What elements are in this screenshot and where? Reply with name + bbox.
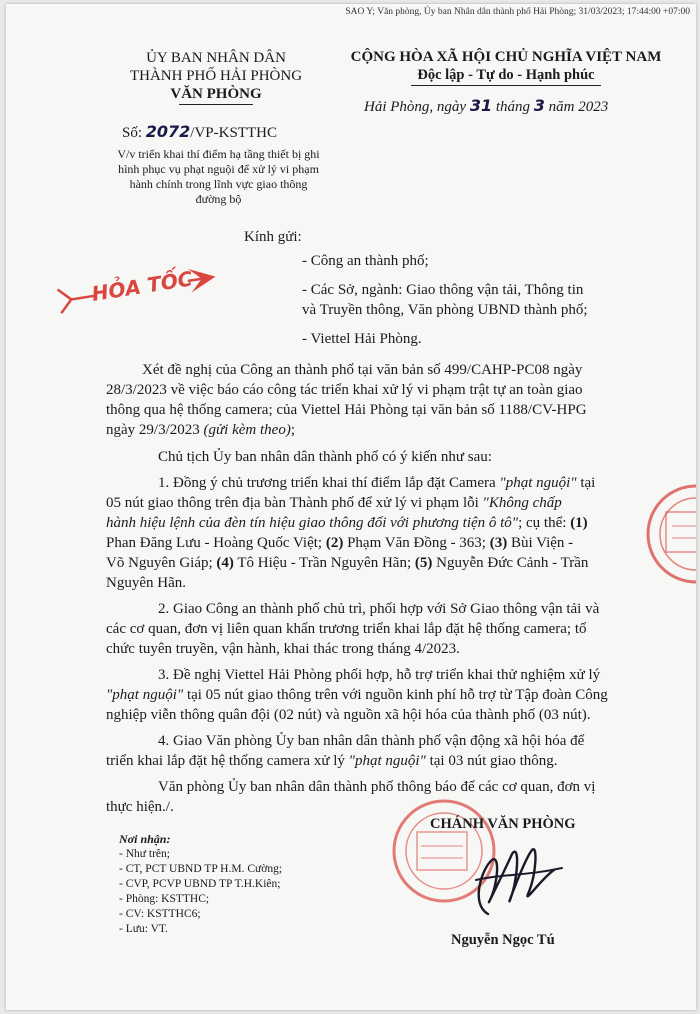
date-month: 3 <box>533 96 545 115</box>
i4-l2a: triển khai lắp đặt hệ thống camera xử lý <box>106 753 345 769</box>
para-1-end: ; <box>290 422 295 438</box>
seal-center-box <box>666 512 696 552</box>
i3-l2b: tại 05 nút giao thông trên với nguồn kinh phí hỗ trợ từ Tập đoàn Công <box>186 687 608 703</box>
org-underline <box>179 104 253 105</box>
i1-l5a: Võ Nguyên Giáp; <box>106 555 213 571</box>
i1-l1c: tại <box>580 475 596 491</box>
para-1-line-1: Xét đề nghị của Công an thành phố tại văn bản số 499/CAHP-PC08 ngày <box>142 362 583 378</box>
nation-header <box>346 48 666 86</box>
distribution-item: - Lưu: VT. <box>119 923 168 935</box>
handwritten-signature <box>430 820 580 930</box>
digital-copy-note: SAO Y; Văn phòng, Ủy ban Nhân dân thành phố Hải Phòng; 31/03/2023; 17:44:00 +07:00 <box>345 7 690 17</box>
i1-l1b: "phạt nguội" <box>499 475 577 491</box>
doc-number-suffix: /VP-KSTTHC <box>190 125 277 141</box>
date-year: năm 2023 <box>548 99 609 115</box>
i1-l1a: 1. Đồng ý chủ trương triển khai thí điểm lắp đặt Camera <box>158 475 496 491</box>
i1-l2b: "Không chấp <box>482 495 562 511</box>
item-1-line-4 <box>106 535 573 552</box>
distribution-item: - Phòng: KSTTHC; <box>119 893 210 905</box>
item-2-line-1: 2. Giao Công an thành phố chủ trì, phối hợp với Sở Giao thông vận tải và <box>158 601 600 617</box>
item-3-line-1: 3. Đề nghị Viettel Hải Phòng phối hợp, hỗ trợ triển khai thử nghiệm xử lý <box>158 667 601 683</box>
para-1-line-3: thông qua hệ thống camera; của Viettel Hải Phòng tại văn bản số 1188/CV-HPG <box>106 402 587 418</box>
i4-l2b: "phạt nguội" <box>348 753 426 769</box>
item-1-line-2 <box>106 495 562 512</box>
distribution-item: - CT, PCT UBND TP H.M. Cường; <box>119 863 283 875</box>
para-2: Chủ tịch Ủy ban nhân dân thành phố có ý kiến như sau: <box>158 449 492 465</box>
item-3-line-2 <box>106 687 608 704</box>
distribution-item: - Như trên; <box>119 848 170 860</box>
item-4-line-1: 4. Giao Văn phòng Ủy ban nhân dân thành phố vận động xã hội hóa để <box>158 733 585 749</box>
para-1-date: ngày 29/3/2023 <box>106 422 200 438</box>
document-subject: V/v triển khai thí điểm hạ tầng thiết bị ghi hình phục vụ phạt nguội để xử lý vi phạm hành chính trong lĩnh vực giao thông đường bộ <box>117 147 320 206</box>
document-page <box>6 4 696 1010</box>
nation-title: CỘNG HÒA XÃ HỘI CHỦ NGHĨA VIỆT NAM <box>350 49 662 65</box>
issue-date <box>364 96 608 116</box>
document-number <box>122 122 277 142</box>
signature-stroke <box>479 849 554 914</box>
para-1-attach-note: (gửi kèm theo) <box>203 422 291 438</box>
distribution-item: - CV: KSTTHC6; <box>119 908 201 920</box>
item-1-line-6: Nguyên Hãn. <box>106 575 186 591</box>
item-2-line-3: chức tuyên truyền, vận hành, khai thác trong tháng 4/2023. <box>106 641 460 657</box>
distribution-title: Nơi nhận: <box>119 832 171 846</box>
i1-l5d: (5) <box>414 555 433 571</box>
side-red-seal <box>644 472 696 602</box>
date-day: 31 <box>469 96 493 115</box>
motto-underline <box>411 85 601 86</box>
distribution-item: - CVP, PCVP UBND TP T.H.Kiên; <box>119 878 281 890</box>
nation-motto: Độc lập - Tự do - Hạnh phúc <box>417 67 595 83</box>
org-line-1: ỦY BAN NHÂN DÂN <box>146 50 286 66</box>
item-1-line-5 <box>106 555 588 572</box>
seal-outer-ring <box>648 486 696 582</box>
i1-l3c: (1) <box>570 515 588 531</box>
date-prefix: Hải Phòng, ngày <box>364 99 467 115</box>
item-4-line-2 <box>106 753 557 770</box>
i1-l5c: Tô Hiệu - Trần Nguyên Hãn; <box>237 555 412 571</box>
closing-line-1: Văn phòng Ủy ban nhân dân thành phố thông báo để các cơ quan, đơn vị <box>158 779 596 795</box>
doc-number-value: 2072 <box>145 122 191 141</box>
doc-number-label: Số: <box>122 125 143 141</box>
closing-line-2: thực hiện./. <box>106 799 174 815</box>
greeting: Kính gửi: <box>244 229 302 245</box>
i1-l3b: ; cụ thể: <box>518 515 567 531</box>
recipient-1: - Công an thành phố; <box>302 253 429 269</box>
i3-l2a: "phạt nguội" <box>106 687 184 703</box>
i1-l4a: Phan Đăng Lưu - Hoàng Quốc Việt; <box>106 535 323 551</box>
i1-l4e: Bùi Viện - <box>510 535 574 551</box>
date-month-label: tháng <box>495 99 531 115</box>
seal-center-lines <box>672 526 696 538</box>
i1-l4c: Phạm Văn Đồng - 363; <box>347 535 486 551</box>
i1-l3a: hành hiệu lệnh của đèn tín hiệu giao thông đối với phương tiện ô tô" <box>106 515 519 531</box>
issuing-org-header <box>106 49 326 105</box>
urgent-stamp-text: HỎA TỐC <box>90 266 195 306</box>
item-1-line-3 <box>106 515 588 532</box>
i1-l4d: (3) <box>489 535 508 551</box>
item-2-line-2: các cơ quan, đơn vị liên quan khẩn trương triển khai lắp đặt hệ thống camera; tổ <box>106 621 587 637</box>
i1-l5b: (4) <box>216 555 234 571</box>
i1-l2a: 05 nút giao thông trên địa bàn Thành phố để xử lý vi phạm lỗi <box>106 495 479 511</box>
signer-name: Nguyễn Ngọc Tú <box>451 932 555 948</box>
org-line-2: THÀNH PHỐ HẢI PHÒNG <box>129 68 303 84</box>
recipient-3: - Viettel Hải Phòng. <box>302 331 422 347</box>
para-1-line-2: 28/3/2023 về việc báo cáo công tác triển khai xử lý vi phạm trật tự an toàn giao <box>106 382 583 398</box>
org-line-3: VĂN PHÒNG <box>170 86 262 102</box>
item-3-line-3: nghiệp viễn thông quân đội (02 nút) và nguồn xã hội hóa của thành phố (03 nút). <box>106 707 591 723</box>
i1-l4b: (2) <box>325 535 344 551</box>
i1-l5e: Nguyễn Đức Cảnh - Trần <box>436 555 589 571</box>
signature-title: CHÁNH VĂN PHÒNG <box>430 816 576 832</box>
urgent-stamp <box>52 257 222 315</box>
item-1-line-1 <box>158 475 595 492</box>
recipient-2-cont: và Truyền thông, Văn phòng UBND thành phố; <box>302 302 588 318</box>
para-1-line-4 <box>106 422 295 439</box>
recipient-2: - Các Sở, ngành: Giao thông vận tải, Thông tin <box>302 282 584 298</box>
i4-l2c: tại 03 nút giao thông. <box>429 753 558 769</box>
